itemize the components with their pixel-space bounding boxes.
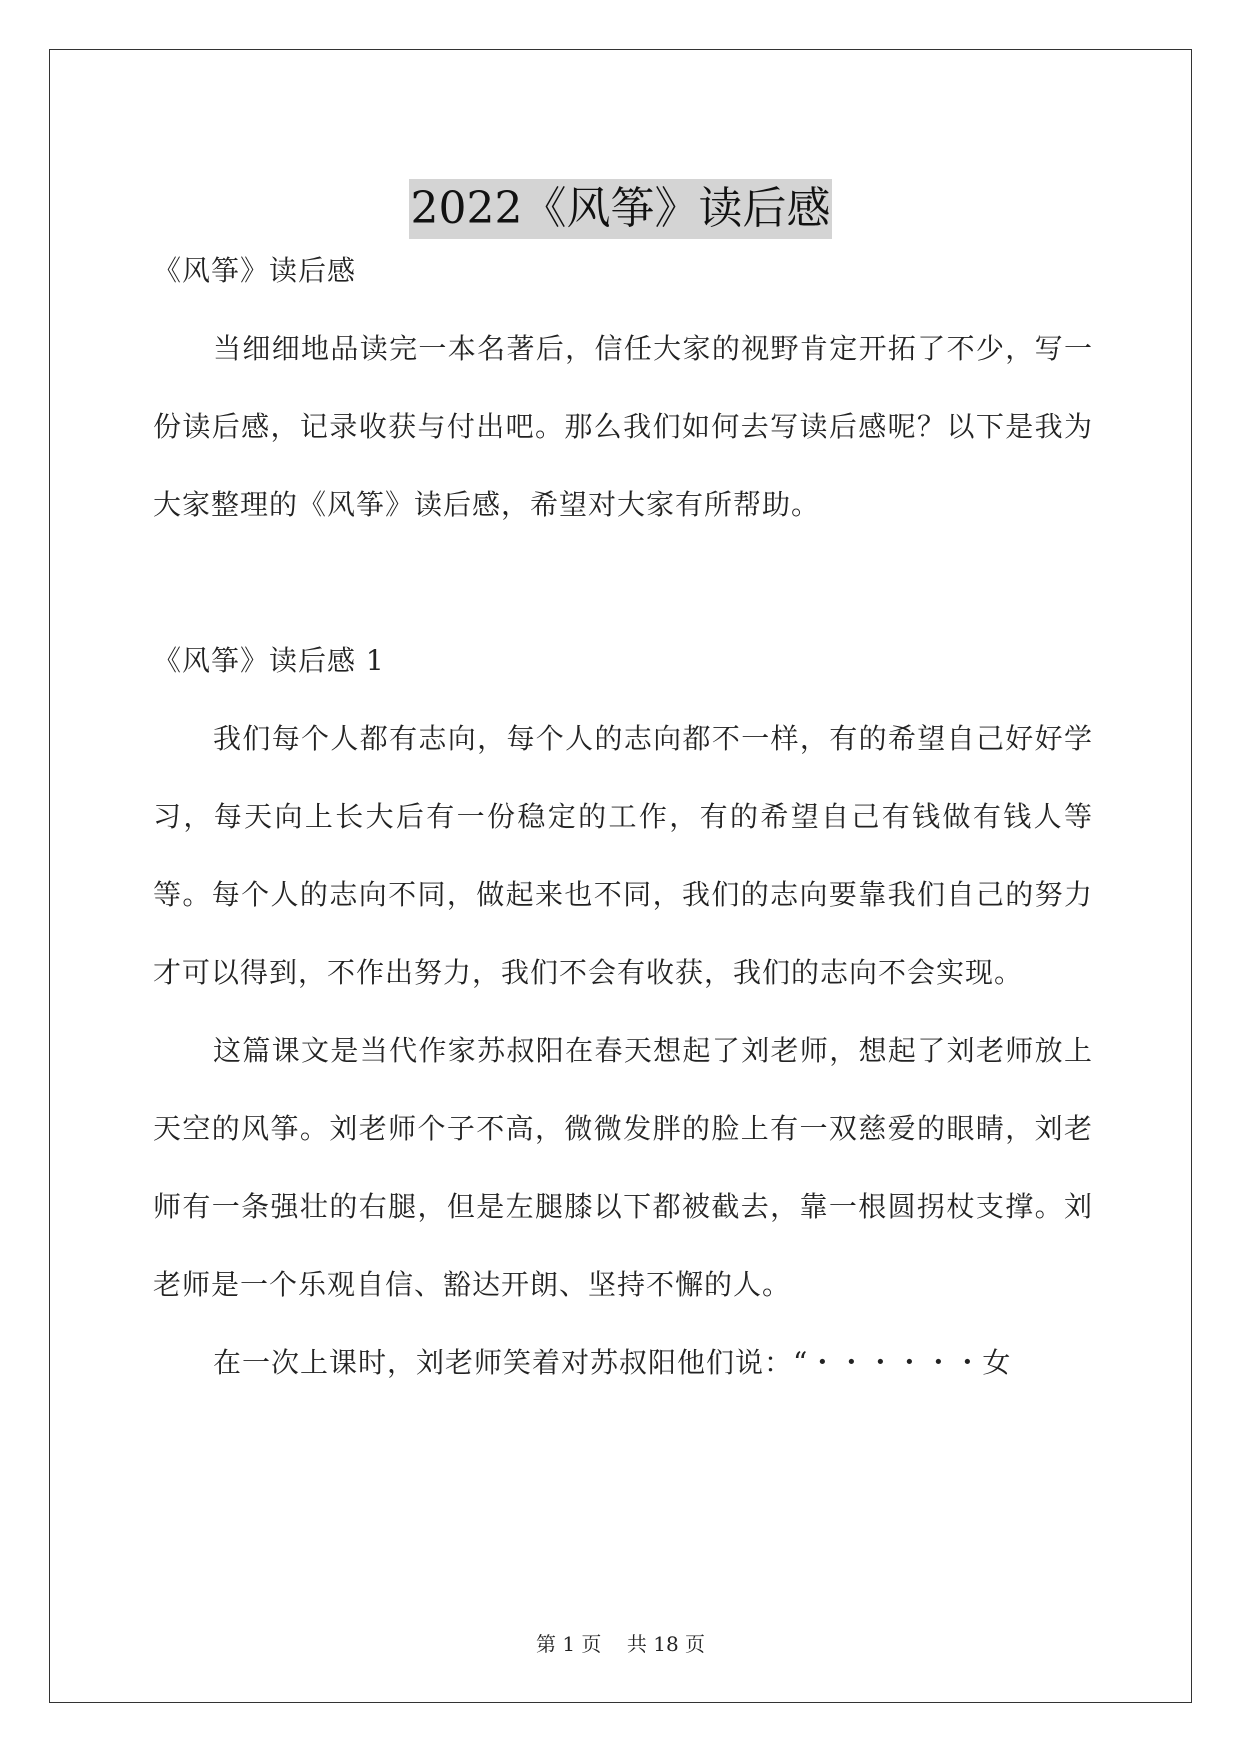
- page-total: 共 18 页: [626, 1632, 706, 1656]
- paragraph-spacer: [153, 544, 1093, 622]
- page-footer: [0, 1628, 1241, 1657]
- intro-heading: 《风筝》读后感: [153, 254, 357, 287]
- document-body: [153, 232, 1093, 1402]
- body-paragraph: 我们每个人都有志向，每个人的志向都不一样，有的希望自己好好学习，每天向上长大后有一份稳定的工作，有的希望自己有钱做有钱人等等。每个人的志向不同，做起来也不同，我们的志向要靠我们自己的努力才可以得到，不作出努力，我们不会有收获，我们的志向不会实现。: [153, 722, 1093, 989]
- body-paragraph: 在一次上课时，刘老师笑着对苏叔阳他们说：“・・・・・・女: [213, 1346, 1012, 1379]
- document-title: 2022《风筝》读后感: [409, 179, 833, 239]
- section-heading: 《风筝》读后感 1: [153, 644, 385, 677]
- page-number: 第 1 页: [535, 1632, 602, 1656]
- body-paragraph: 这篇课文是当代作家苏叔阳在春天想起了刘老师，想起了刘老师放上天空的风筝。刘老师个子不高，微微发胖的脸上有一双慈爱的眼睛，刘老师有一条强壮的右腿，但是左腿膝以下都被截去，靠一根圆拐杖支撑。刘老师是一个乐观自信、豁达开朗、坚持不懈的人。: [153, 1034, 1093, 1301]
- intro-paragraph: 当细细地品读完一本名著后，信任大家的视野肯定开拓了不少，写一份读后感，记录收获与付出吧。那么我们如何去写读后感呢？以下是我为大家整理的《风筝》读后感，希望对大家有所帮助。: [153, 332, 1093, 521]
